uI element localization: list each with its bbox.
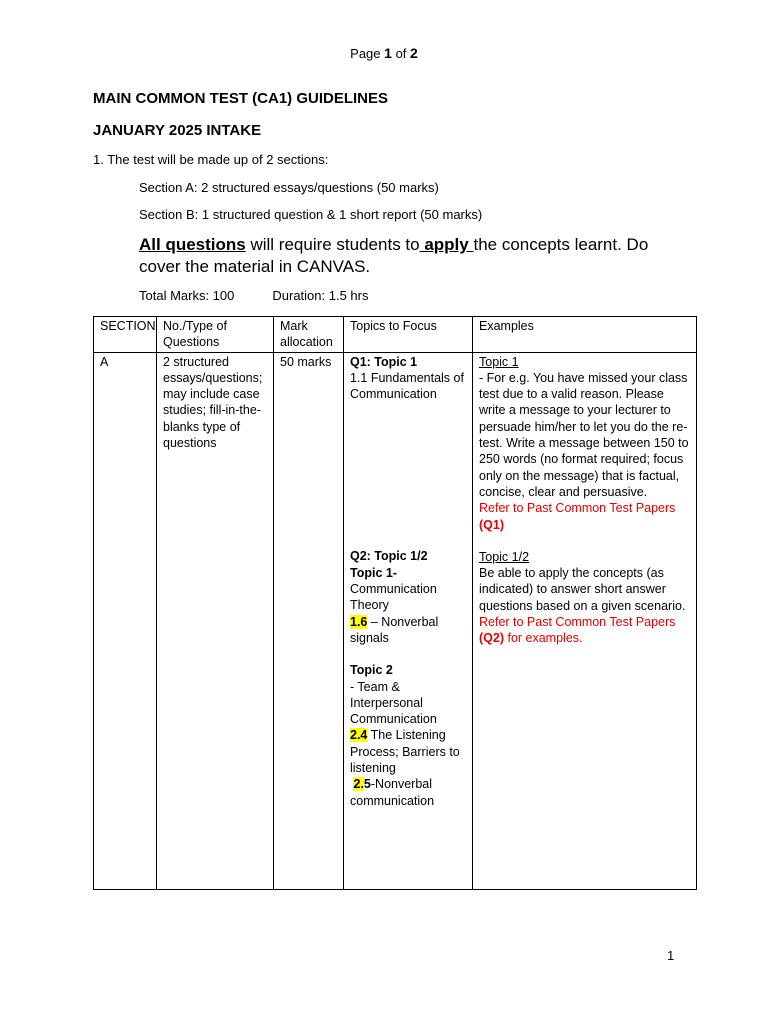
- page-current: 1: [384, 45, 392, 61]
- example2-text: [479, 565, 690, 646]
- topic2-sub2-num: 5: [363, 777, 371, 792]
- example1-ref: [479, 500, 690, 533]
- example2-ref-text: Refer to Past Common Test Papers: [479, 615, 676, 630]
- topic2-text: - Team & Interpersonal Communication: [350, 679, 437, 727]
- topic1-text: Communication Theory: [350, 582, 437, 613]
- example2-body: Be able to apply the concepts (as indicated) to answer short answer questions based on a given scenario.: [479, 566, 686, 613]
- header-section: SECTION: [94, 317, 157, 353]
- notice-part1: will require students to: [245, 235, 420, 254]
- section-b-line: Section B: 1 structured question & 1 short report (50 marks): [139, 207, 483, 222]
- guidelines-table: [93, 316, 697, 890]
- example1-ref-q: (Q1): [479, 517, 504, 532]
- cell-marks: 50 marks: [274, 352, 344, 889]
- topic2-sub2-text: -Nonverbal communication: [350, 777, 435, 808]
- highlight-2-4: 2.4: [350, 728, 368, 743]
- totals-line: [139, 288, 368, 303]
- document-title: MAIN COMMON TEST (CA1) GUIDELINES: [93, 90, 388, 107]
- notice-paragraph: [139, 234, 679, 278]
- page-of: of: [395, 46, 407, 61]
- total-marks: Total Marks: 100: [139, 288, 235, 303]
- topic2-sub2: [350, 776, 466, 809]
- point-1: 1. The test will be made up of 2 sections:: [93, 152, 329, 167]
- topic1-sub-text: – Nonverbal signals: [350, 614, 439, 645]
- apply-text: apply: [419, 235, 474, 254]
- page-total: 2: [410, 45, 418, 61]
- highlight-2-5: 2.: [353, 777, 364, 792]
- page-header: [0, 45, 768, 61]
- page-prefix: Page: [350, 46, 381, 61]
- topic2-sub-text: The Listening Process; Barriers to listening: [350, 728, 460, 776]
- example1-ref-text: Refer to Past Common Test Papers: [479, 501, 676, 516]
- example1-title: Topic 1: [479, 354, 519, 369]
- header-topics: Topics to Focus: [344, 317, 473, 353]
- section-a-line: Section A: 2 structured essays/questions (50 marks): [139, 180, 439, 195]
- q2-title: Q2: Topic 1/2: [350, 549, 428, 564]
- intake-heading: JANUARY 2025 INTAKE: [93, 122, 262, 139]
- table-row: [94, 352, 697, 889]
- cell-topics: [344, 352, 473, 889]
- duration: Duration: 1.5 hrs: [272, 288, 369, 303]
- example2-ref-q: (Q2): [479, 631, 504, 646]
- topic1-sub: [350, 614, 466, 647]
- cell-examples: [473, 352, 697, 889]
- topic1-block: [350, 565, 466, 614]
- example2-ref-end: for examples.: [504, 631, 583, 646]
- example1-text: - For e.g. You have missed your class test due to a valid reason. Please write a message to your lecturer to persuade him/her to let you do the re-test. Write a message between 150 to 250 words (no format required; focus only on the message) that is factual, concise, clear and persuasive.: [479, 370, 689, 499]
- table-header-row: [94, 317, 697, 353]
- cell-section: A: [94, 352, 157, 889]
- q1-title: Q1: Topic 1: [350, 354, 418, 369]
- topic1-label: Topic 1-: [350, 565, 397, 580]
- topic2-sub: [350, 727, 466, 776]
- all-questions-text: All questions: [139, 235, 246, 254]
- notice-part2: the concepts learnt. Do cover the material in CANVAS.: [139, 235, 649, 276]
- cell-type: 2 structured essays/questions; may include case studies; fill-in-the-blanks type of questions: [157, 352, 274, 889]
- example2-title: Topic 1/2: [479, 549, 530, 564]
- header-type: No./Type of Questions: [157, 317, 274, 353]
- header-examples: Examples: [473, 317, 697, 353]
- topic2-label: Topic 2: [350, 663, 393, 678]
- q1-subtopic: 1.1 Fundamentals of Communication: [350, 370, 464, 402]
- footer-page-number: 1: [667, 948, 675, 963]
- header-marks: Mark allocation: [274, 317, 344, 353]
- highlight-1-6: 1.6: [350, 614, 368, 629]
